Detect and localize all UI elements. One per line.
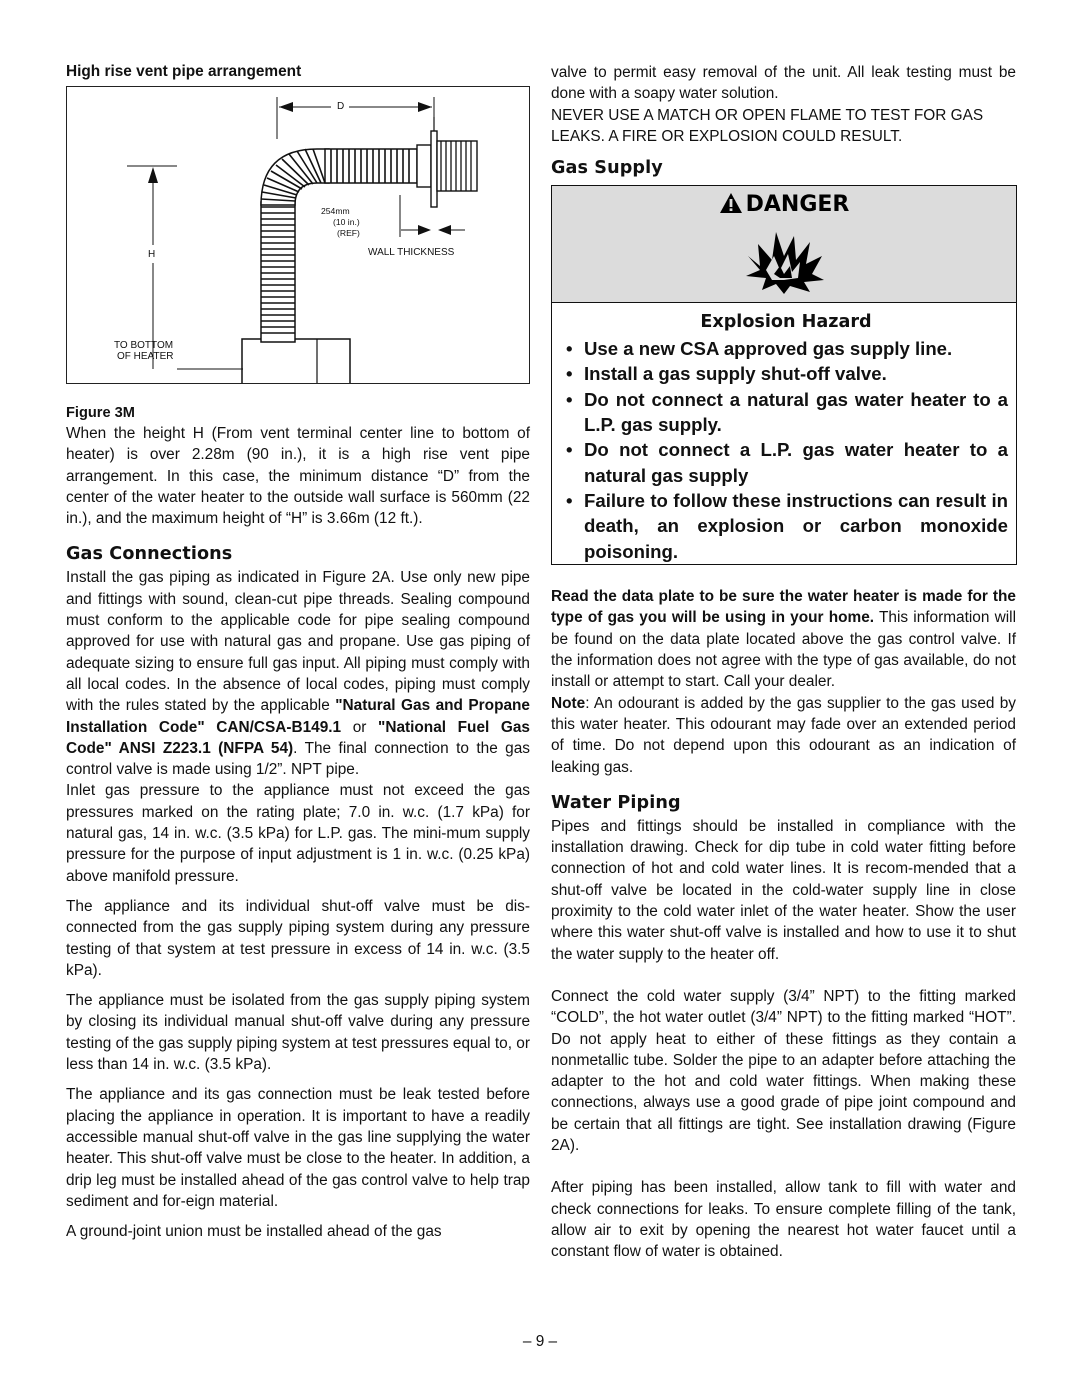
left-column [66, 62, 530, 1242]
danger-bullet: • Do not connect a L.P. gas water heater to a natural gas supply [564, 437, 1008, 488]
warning-triangle-icon [719, 192, 743, 222]
danger-bullet: • Install a gas supply shut-off valve. [564, 361, 1008, 386]
danger-bullet: • Do not connect a natural gas water heater to a L.P. gas supply. [564, 387, 1008, 438]
ref-mm-label: 254mm [321, 206, 350, 216]
never-warning: NEVER USE A MATCH OR OPEN FLAME TO TEST FOR GAS LEAKS. A FIRE OR EXPLOSION COULD RESULT. [551, 106, 984, 145]
danger-header [552, 186, 1016, 303]
right-column [551, 62, 1016, 1263]
figure-paragraph: When the height H (From vent terminal center line to bottom of heater) is over 2.28m (90 in.), it is a high rise vent pipe arrangement. In this case, the minimum distance “D” from the center of the water heater to the outside wall surface is 560mm (22 in.), and the maximum height of “H” is 3.66m (12 ft.). [66, 425, 530, 528]
gas-connections-paragraph-4: The appliance must be isolated from the gas supply piping system by closing its individual manual shut-off valve during any pressure testing of the gas supply piping system at test pressures equal to, or less than 14 in. w.c. (3.5 kPa). [66, 992, 530, 1074]
gas-connections-paragraph-2: Inlet gas pressure to the appliance must not exceed the gas pressures marked on the rating plate; 7.0 in. w.c. (1.7 kPa) for natural gas, 14 in. w.c. (3.5 kPa) for L.P. gas. The mini-mum supply pressure for the purpose of input adjustment is 1 in. w.c. (0.25 kPa) above manifold pressure. [66, 782, 530, 885]
explosion-icon [740, 226, 830, 302]
gas-connections-heading: Gas Connections [66, 544, 233, 565]
vent-pipe-figure [66, 86, 530, 384]
danger-box [551, 185, 1017, 565]
danger-bullet-list [564, 336, 1008, 564]
danger-body [552, 303, 1016, 564]
ref-label: (REF) [337, 228, 360, 238]
water-piping-heading: Water Piping [551, 792, 681, 813]
gas-connections-paragraph-5: The appliance and its gas connection must be leak tested before placing the appliance in operation. It is important to have a readily accessible manual shut-off valve in the gas line supplying the water heater. This shut-off valve must be close to the heater. In addition, a drip leg must be installed ahead of the gas control valve to help trap sediment and for-eign material. [66, 1086, 530, 1210]
bottom-of-heater-label-2: OF HEATER [117, 351, 174, 362]
explosion-hazard-title: Explosion Hazard [700, 312, 872, 333]
gas-connections-paragraph-6: A ground-joint union must be installed ahead of the gas [66, 1223, 442, 1241]
gas-supply-heading: Gas Supply [551, 158, 663, 179]
note-paragraph: Note: An odourant is added by the gas supplier to the gas used by this water heater. This odourant may fade over an extended period of time. Do not depend upon this odourant as an indication of leaking gas. [551, 694, 1016, 776]
wall-thickness-label: WALL THICKNESS [368, 247, 455, 258]
water-piping-paragraph-2: Connect the cold water supply (3/4” NPT) to the fitting marked “COLD”, the hot water outlet (3/4” NPT) to the fitting marked “HOT”. Do not apply heat to either of these fittings as they contain a nonmetallic tube. Solder the pipe to an adapter before attaching the adapter to the hot and cold water fittings. When making these connections, always use a good grade of pipe joint compound and be certain that all fittings are tight. See installation drawing (Figure 2A). [551, 987, 1016, 1155]
figure-caption: Figure 3M [66, 405, 135, 421]
page-number: – 9 – [522, 1333, 558, 1350]
figure-title: High rise vent pipe arrangement [66, 63, 302, 80]
water-piping-paragraph-3: After piping has been installed, allow tank to fill with water and check connections for leaks. To ensure complete filling of the tank, allow air to exit by opening the nearest hot water faucet until a constant flow of water is obtained. [551, 1179, 1016, 1261]
bottom-of-heater-label-1: TO BOTTOM [114, 340, 174, 351]
danger-bullet: • Use a new CSA approved gas supply line. [564, 336, 1008, 361]
dimension-h-label: H [148, 249, 156, 260]
gas-connections-paragraph-3: The appliance and its individual shut-off valve must be dis-connected from the gas supply piping system during any pressure testing of that system at test pressure in excess of 14 in. w.c. (3.5 kPa). [66, 897, 530, 979]
danger-title: DANGER [552, 191, 1016, 222]
danger-bullet: • Failure to follow these instructions can result in death, an explosion or carbon monoxide poisoning. [564, 488, 1008, 564]
water-piping-paragraph-1: Pipes and fittings should be installed in compliance with the installation drawing. Check for dip tube in cold water fitting before connection of hot and cold water lines. It is recom-mended that a shut-off valve be located in the cold-water supply line in close proximity to the cold water inlet of the water heater. Show the user where this water shut-off valve is installed and how to use it to shut the water supply to the heater off. [551, 817, 1016, 963]
dimension-d-label: D [337, 101, 345, 112]
continued-paragraph: valve to permit easy removal of the unit. All leak testing must be done with a soapy water solution. [551, 64, 1016, 103]
gas-connections-paragraph-1: Install the gas piping as indicated in Figure 2A. Use only new pipe and fittings with sound, clean-cut pipe threads. Sealing compound must conform to the applicable code for pipe sealing compound approved for use with natural gas and propane. Use gas piping of adequate sizing to ensure full gas input. All piping must comply with all local codes. In the absence of local codes, piping must comply with the rules stated by the applicable "Natural Gas and Propane Installation Code" CAN/CSA-B149.1 or "National Fuel Gas Code" ANSI Z223.1 (NFPA 54). The final connection to the gas control valve is made using 1/2”. NPT pipe. [66, 569, 530, 779]
ref-in-label: (10 in.) [333, 217, 360, 227]
data-plate-paragraph: Read the data plate to be sure the water heater is made for the type of gas you will be using in your home. This information will be found on the data plate located above the gas control valve. If the information does not agree with the type of gas available, do not install or attempt to start. Call your dealer. [551, 588, 1016, 691]
